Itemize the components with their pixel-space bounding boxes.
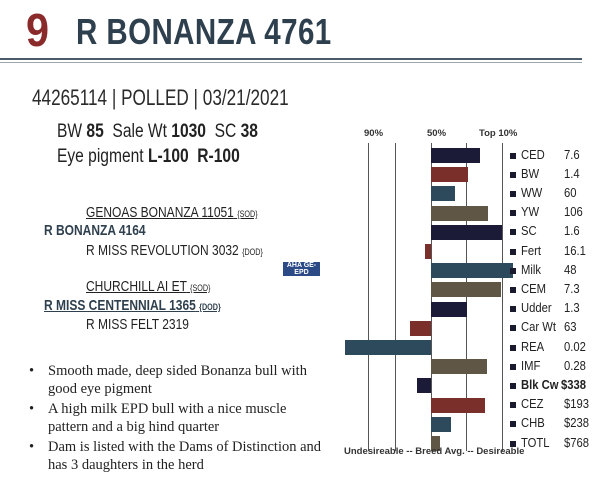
- performance-label: SC: [205, 121, 241, 142]
- epd-bar: [431, 282, 501, 297]
- grid-line: [368, 143, 369, 451]
- grid-line: [502, 143, 503, 451]
- trait-label: Car Wt: [521, 320, 557, 335]
- trait-label: TOTL: [521, 435, 550, 450]
- performance-label: Eye pigment: [57, 146, 148, 167]
- lot-number: 9: [26, 4, 50, 56]
- header-rule-thin: [0, 62, 582, 63]
- pedigree-sire: [44, 222, 146, 239]
- performance-label: [189, 146, 198, 167]
- trait-value: 48: [564, 262, 577, 277]
- trait-value: 7.6: [564, 147, 580, 162]
- trait-value: $238: [564, 416, 590, 431]
- epd-bar: [425, 244, 431, 259]
- remark-item: • Smooth made, deep sided Bonanza bull with good eye pigment: [26, 362, 326, 398]
- epd-bar: [431, 302, 467, 317]
- trait-marker: [510, 325, 516, 331]
- pedigree-sire-sire: [86, 204, 258, 221]
- pedigree-sire-dam-name: R MISS REVOLUTION 3032: [86, 242, 239, 259]
- remarks-list: [26, 362, 326, 476]
- pedigree-sire-sire-name: GENOAS BONANZA 11051: [86, 204, 234, 221]
- grid-line: [395, 143, 396, 451]
- epd-bar: [431, 359, 487, 374]
- trait-value: 16.1: [564, 243, 586, 258]
- trait-marker: [510, 287, 516, 293]
- trait-marker: [510, 306, 516, 312]
- trait-label: CHB: [521, 416, 545, 431]
- scale-label: 90%: [364, 128, 384, 139]
- trait-value: $193: [564, 397, 590, 412]
- trait-value: $768: [564, 435, 590, 450]
- pedigree-dam-dam-name: R MISS FELT 2319: [86, 316, 189, 333]
- ge-epd-logo: AHA GE-EPD: [283, 262, 320, 276]
- pedigree-dam-tag: {DOD}: [199, 302, 221, 312]
- trait-label: Milk: [521, 262, 541, 277]
- epd-bar: [431, 186, 455, 201]
- pedigree-dam-sire: [86, 278, 210, 295]
- epd-bar: [431, 263, 513, 278]
- performance-value: L-100: [147, 146, 189, 167]
- trait-value: 1.4: [564, 166, 580, 181]
- trait-value: $338: [561, 377, 587, 392]
- pedigree-sire-dam: [86, 242, 263, 259]
- trait-marker: [510, 421, 516, 427]
- epd-bar: [431, 167, 468, 182]
- lot-name: R BONANZA 4761: [76, 11, 332, 52]
- trait-label: CEZ: [521, 397, 544, 412]
- trait-label: BW: [521, 166, 540, 181]
- pedigree-sire-name: R BONANZA 4164: [44, 222, 146, 239]
- trait-marker: [510, 153, 516, 159]
- performance-line-eye-pigment: [57, 146, 240, 168]
- trait-label: Blk Cw: [521, 377, 559, 392]
- pedigree-dam-dam: [86, 316, 189, 333]
- chart-footer: Undesireable -- Breed Avg. -- Desireable: [344, 446, 525, 457]
- performance-value: 85: [86, 121, 104, 142]
- trait-marker: [510, 191, 516, 197]
- epd-bar: [431, 417, 451, 432]
- epd-bar: [345, 340, 431, 355]
- epd-bar: [431, 398, 485, 413]
- remark-item: • Dam is listed with the Dams of Distinction and has 3 daughters in the herd: [26, 438, 326, 474]
- trait-label: Fert: [521, 243, 542, 258]
- trait-marker: [510, 364, 516, 370]
- trait-value: 0.02: [564, 339, 586, 354]
- trait-value: 63: [564, 320, 577, 335]
- pedigree-sire-sire-tag: {SOD}: [237, 209, 258, 219]
- trait-label: Udder: [521, 301, 552, 316]
- trait-label: CED: [521, 147, 545, 162]
- pedigree-dam-sire-name: CHURCHILL AI ET: [86, 278, 187, 295]
- performance-value: R-100: [197, 146, 240, 167]
- performance-value: 1030: [171, 121, 206, 142]
- performance-label: BW: [57, 121, 87, 142]
- pedigree-dam: [44, 297, 221, 314]
- trait-marker: [510, 268, 516, 274]
- registration-line: 44265114 | POLLED | 03/21/2021: [32, 85, 289, 110]
- trait-marker: [510, 383, 516, 389]
- lot-header: [0, 0, 601, 62]
- epd-bar: [431, 148, 480, 163]
- trait-value: 7.3: [564, 281, 580, 296]
- trait-value: 0.28: [564, 358, 586, 373]
- epd-bar: [410, 321, 431, 336]
- trait-label: YW: [521, 205, 540, 220]
- performance-value: 38: [240, 121, 258, 142]
- trait-marker: [510, 172, 516, 178]
- epd-bar: [431, 225, 502, 240]
- trait-marker: [510, 345, 516, 351]
- trait-marker: [510, 402, 516, 408]
- epd-percentile-chart: [344, 126, 601, 466]
- trait-value: 1.3: [564, 301, 580, 316]
- remark-item: • A high milk EPD bull with a nice muscle pattern and a big hind quarter: [26, 400, 326, 436]
- pedigree-dam-name: R MISS CENTENNIAL 1365: [44, 297, 196, 314]
- epd-bar: [431, 206, 488, 221]
- pedigree-dam-sire-tag: {SOD}: [190, 283, 211, 293]
- header-rule: [0, 58, 582, 60]
- scale-label: 50%: [427, 128, 447, 139]
- epd-bar: [417, 378, 431, 393]
- trait-label: REA: [521, 339, 545, 354]
- scale-label: Top 10%: [479, 128, 518, 139]
- trait-value: 60: [564, 185, 577, 200]
- trait-label: IMF: [521, 358, 541, 373]
- performance-line-weights: [57, 121, 258, 143]
- trait-marker: [510, 249, 516, 255]
- trait-marker: [510, 210, 516, 216]
- trait-value: 106: [564, 205, 583, 220]
- pedigree-sire-dam-tag: {DOD}: [242, 247, 263, 257]
- performance-label: Sale Wt: [103, 121, 172, 142]
- trait-label: WW: [521, 185, 543, 200]
- trait-label: CEM: [521, 281, 547, 296]
- trait-marker: [510, 229, 516, 235]
- trait-value: 1.6: [564, 224, 580, 239]
- trait-label: SC: [521, 224, 537, 239]
